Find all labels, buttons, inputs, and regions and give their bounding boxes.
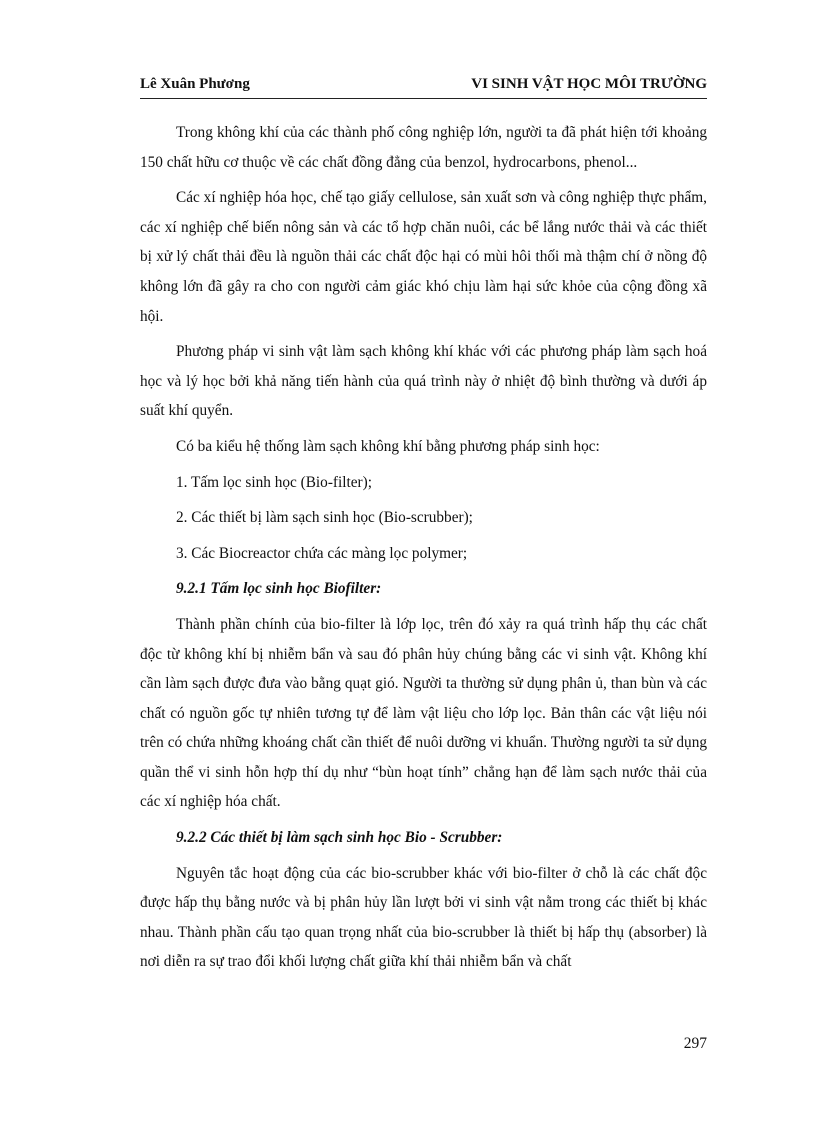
header-author: Lê Xuân Phương	[140, 76, 250, 92]
page-number: 297	[683, 1035, 707, 1052]
section-heading-bioscrubber: 9.2.2 Các thiết bị làm sạch sinh học Bio - Scrubber:	[176, 829, 503, 847]
list-item-1: 1. Tấm lọc sinh học (Bio-filter);	[176, 473, 372, 491]
page-body	[140, 118, 707, 983]
paragraph-6: Nguyên tắc hoạt động của các bio-scrubber khác với bio-filter ở chỗ là các chất độc được hấp thụ bằng nước và bị phân hủy lần lượt bởi vi sinh vật nằm trong các thiết bị khác nhau. Thành phần cấu tạo quan trọng nhất của bio-scrubber là thiết bị hấp thụ (absorber) là nơi diễn ra sự trao đổi khối lượng chất giữa khí thải nhiễm bẩn và chất	[140, 864, 707, 971]
section-heading-biofilter: 9.2.1 Tấm lọc sinh học Biofilter:	[176, 580, 382, 598]
list-item-2: 2. Các thiết bị làm sạch sinh học (Bio-scrubber);	[176, 509, 473, 527]
list-item-3: 3. Các Biocreactor chứa các màng lọc polymer;	[176, 544, 468, 562]
paragraph-3: Phương pháp vi sinh vật làm sạch không khí khác với các phương pháp làm sạch hoá học và lý học bởi khả năng tiến hành của quá trình này ở nhiệt độ bình thường và dưới áp suất khí quyển.	[140, 343, 707, 420]
running-header	[140, 76, 707, 96]
paragraph-2: Các xí nghiệp hóa học, chế tạo giấy cellulose, sản xuất sơn và công nghiệp thực phẩm, các xí nghiệp chế biến nông sản và các tổ hợp chăn nuôi, các bể lắng nước thải và các thiết bị xử lý chất thải đều là nguồn thải các chất độc hại có mùi hôi thối mà thậm chí ở nồng độ không lớn đã gây ra cho con người cảm giác khó chịu làm hại sức khỏe của cộng đồng xã hội.	[140, 189, 707, 325]
paragraph-5: Thành phần chính của bio-filter là lớp lọc, trên đó xảy ra quá trình hấp thụ các chất độc từ không khí bị nhiễm bẩn và sau đó phân hủy chúng bằng các vi sinh vật. Không khí cần làm sạch được đưa vào bằng quạt gió. Người ta thường sử dụng phân ủ, than bùn và các chất có nguồn gốc tự nhiên tương tự để làm vật liệu cho lớp lọc. Bản thân các vật liệu nói trên có chứa những khoáng chất cần thiết để nuôi dưỡng vi khuẩn. Thường người ta sử dụng quần thể vi sinh hỗn hợp thí dụ như “bùn hoạt tính” chẳng hạn để làm sạch nước thải của các xí nghiệp hóa chất.	[140, 615, 707, 811]
paragraph-1: Trong không khí của các thành phố công nghiệp lớn, người ta đã phát hiện tới khoảng 150 chất hữu cơ thuộc về các chất đồng đẳng của benzol, hydrocarbons, phenol...	[140, 124, 707, 171]
paragraph-4: Có ba kiểu hệ thống làm sạch không khí bằng phương pháp sinh học:	[176, 437, 600, 455]
header-book-title: VI SINH VẬT HỌC MÔI TRƯỜNG	[471, 76, 707, 92]
header-divider	[140, 98, 707, 99]
